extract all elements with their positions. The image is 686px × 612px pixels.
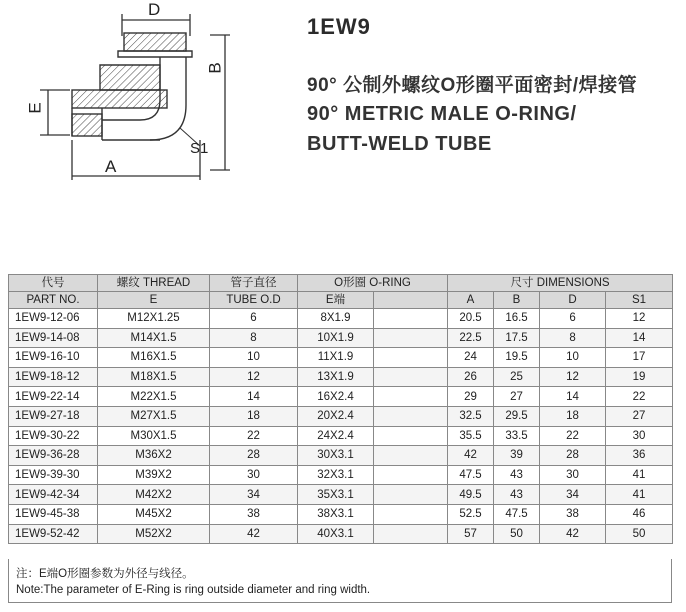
cell-s1: 12: [606, 309, 673, 329]
cell-part-no: 1EW9-52-42: [9, 524, 98, 544]
cell-s1: 41: [606, 465, 673, 485]
cell-d: 14: [540, 387, 606, 407]
table-row: [9, 446, 673, 466]
table-row: [9, 367, 673, 387]
cell-oring: 16X2.4: [298, 387, 374, 407]
cell-b: 25: [494, 367, 540, 387]
header-d: D: [540, 292, 606, 309]
dim-label-e: E: [25, 102, 45, 114]
cell-oring: 32X3.1: [298, 465, 374, 485]
dim-label-s1: S1: [190, 140, 209, 157]
cell-s1: 41: [606, 485, 673, 505]
cell-thread: M16X1.5: [98, 348, 210, 368]
cell-tube-od: 14: [210, 387, 298, 407]
header-oring: O形圈 O-RING: [298, 275, 448, 292]
cell-b: 43: [494, 465, 540, 485]
title-chinese: 90° 公制外螺纹O形圈平面密封/焊接管: [307, 75, 638, 96]
cell-a: 20.5: [448, 309, 494, 329]
cell-part-no: 1EW9-36-28: [9, 446, 98, 466]
header-part-cn: 代号: [9, 275, 98, 292]
dim-label-d: D: [148, 0, 161, 19]
cell-s1: 14: [606, 328, 673, 348]
cell-a: 49.5: [448, 485, 494, 505]
cell-oring: 13X1.9: [298, 367, 374, 387]
elbow-fitting-diagram: [0, 0, 300, 250]
cell-s1: 17: [606, 348, 673, 368]
table-header-row-top: [9, 275, 673, 292]
cell-a: 52.5: [448, 504, 494, 524]
cell-thread: M36X2: [98, 446, 210, 466]
cell-thread: M27X1.5: [98, 406, 210, 426]
header-tube-cn: 管子直径: [210, 275, 298, 292]
cell-oring-blank: [374, 446, 448, 466]
cell-b: 33.5: [494, 426, 540, 446]
dim-label-b: B: [205, 62, 225, 74]
cell-d: 42: [540, 524, 606, 544]
dimensions-table: [8, 274, 673, 544]
cell-part-no: 1EW9-22-14: [9, 387, 98, 407]
cell-d: 12: [540, 367, 606, 387]
cell-thread: M45X2: [98, 504, 210, 524]
table-body: [9, 309, 673, 544]
cell-oring-blank: [374, 328, 448, 348]
title-english-line1: 90° METRIC MALE O-RING/: [307, 103, 577, 125]
cell-b: 50: [494, 524, 540, 544]
header-s1: S1: [606, 292, 673, 309]
cell-s1: 46: [606, 504, 673, 524]
cell-tube-od: 30: [210, 465, 298, 485]
cell-a: 32.5: [448, 406, 494, 426]
cell-b: 29.5: [494, 406, 540, 426]
cell-oring-blank: [374, 465, 448, 485]
cell-tube-od: 8: [210, 328, 298, 348]
cell-s1: 36: [606, 446, 673, 466]
cell-tube-od: 28: [210, 446, 298, 466]
table-row: [9, 328, 673, 348]
cell-a: 57: [448, 524, 494, 544]
cell-part-no: 1EW9-30-22: [9, 426, 98, 446]
cell-d: 34: [540, 485, 606, 505]
table-row: [9, 524, 673, 544]
table-row: [9, 504, 673, 524]
cell-oring-blank: [374, 348, 448, 368]
cell-thread: M30X1.5: [98, 426, 210, 446]
cell-tube-od: 18: [210, 406, 298, 426]
cell-thread: M39X2: [98, 465, 210, 485]
cell-tube-od: 22: [210, 426, 298, 446]
cell-part-no: 1EW9-45-38: [9, 504, 98, 524]
table-row: [9, 309, 673, 329]
cell-tube-od: 42: [210, 524, 298, 544]
header-thread-e: E: [98, 292, 210, 309]
cell-part-no: 1EW9-27-18: [9, 406, 98, 426]
table-row: [9, 485, 673, 505]
table-row: [9, 406, 673, 426]
cell-s1: 19: [606, 367, 673, 387]
cell-d: 10: [540, 348, 606, 368]
table-header-row-bottom: [9, 292, 673, 309]
cell-tube-od: 6: [210, 309, 298, 329]
cell-oring-blank: [374, 387, 448, 407]
header-a: A: [448, 292, 494, 309]
cell-s1: 27: [606, 406, 673, 426]
table-row: [9, 387, 673, 407]
cell-oring: 10X1.9: [298, 328, 374, 348]
cell-tube-od: 10: [210, 348, 298, 368]
cell-oring-blank: [374, 426, 448, 446]
dim-label-a: A: [105, 157, 117, 176]
note-chinese: 注：E端O形圈参数为外径与线径。: [16, 568, 194, 580]
cell-d: 30: [540, 465, 606, 485]
cell-oring-blank: [374, 485, 448, 505]
cell-oring: 8X1.9: [298, 309, 374, 329]
cell-a: 29: [448, 387, 494, 407]
cell-oring: 30X3.1: [298, 446, 374, 466]
cell-part-no: 1EW9-12-06: [9, 309, 98, 329]
cell-b: 39: [494, 446, 540, 466]
cell-oring: 35X3.1: [298, 485, 374, 505]
cell-b: 27: [494, 387, 540, 407]
cell-thread: M12X1.25: [98, 309, 210, 329]
cell-a: 22.5: [448, 328, 494, 348]
cell-part-no: 1EW9-42-34: [9, 485, 98, 505]
cell-b: 43: [494, 485, 540, 505]
cell-part-no: 1EW9-18-12: [9, 367, 98, 387]
cell-oring: 40X3.1: [298, 524, 374, 544]
header-tube-en: TUBE O.D: [210, 292, 298, 309]
header-oring-e: E端: [298, 292, 374, 309]
cell-a: 35.5: [448, 426, 494, 446]
cell-oring: 38X3.1: [298, 504, 374, 524]
cell-part-no: 1EW9-39-30: [9, 465, 98, 485]
table-note: [16, 566, 370, 598]
header-oring-blank: [374, 292, 448, 309]
header-part-en: PART NO.: [9, 292, 98, 309]
table-row: [9, 465, 673, 485]
cell-oring-blank: [374, 309, 448, 329]
cell-oring-blank: [374, 406, 448, 426]
cell-s1: 50: [606, 524, 673, 544]
cell-oring-blank: [374, 367, 448, 387]
cell-tube-od: 38: [210, 504, 298, 524]
cell-oring: 20X2.4: [298, 406, 374, 426]
cell-d: 18: [540, 406, 606, 426]
cell-d: 6: [540, 309, 606, 329]
cell-tube-od: 34: [210, 485, 298, 505]
cell-thread: M22X1.5: [98, 387, 210, 407]
cell-thread: M42X2: [98, 485, 210, 505]
cell-s1: 22: [606, 387, 673, 407]
cell-b: 17.5: [494, 328, 540, 348]
cell-d: 28: [540, 446, 606, 466]
part-code: 1EW9: [307, 14, 371, 39]
cell-a: 26: [448, 367, 494, 387]
cell-oring: 24X2.4: [298, 426, 374, 446]
cell-part-no: 1EW9-14-08: [9, 328, 98, 348]
title-english-line2: BUTT-WELD TUBE: [307, 133, 492, 155]
cell-d: 22: [540, 426, 606, 446]
cell-b: 16.5: [494, 309, 540, 329]
cell-oring-blank: [374, 504, 448, 524]
cell-a: 24: [448, 348, 494, 368]
header-dimensions: 尺寸 DIMENSIONS: [448, 275, 673, 292]
cell-thread: M52X2: [98, 524, 210, 544]
cell-thread: M18X1.5: [98, 367, 210, 387]
fitting-drawing: [0, 0, 300, 250]
cell-b: 19.5: [494, 348, 540, 368]
cell-a: 47.5: [448, 465, 494, 485]
table-row: [9, 426, 673, 446]
cell-oring-blank: [374, 524, 448, 544]
cell-oring: 11X1.9: [298, 348, 374, 368]
header-b: B: [494, 292, 540, 309]
cell-tube-od: 12: [210, 367, 298, 387]
cell-b: 47.5: [494, 504, 540, 524]
note-english: Note:The parameter of E-Ring is ring outside diameter and ring width.: [16, 584, 371, 596]
table-row: [9, 348, 673, 368]
header-thread: 螺纹 THREAD: [98, 275, 210, 292]
cell-d: 38: [540, 504, 606, 524]
cell-part-no: 1EW9-16-10: [9, 348, 98, 368]
cell-s1: 30: [606, 426, 673, 446]
cell-a: 42: [448, 446, 494, 466]
cell-d: 8: [540, 328, 606, 348]
cell-thread: M14X1.5: [98, 328, 210, 348]
